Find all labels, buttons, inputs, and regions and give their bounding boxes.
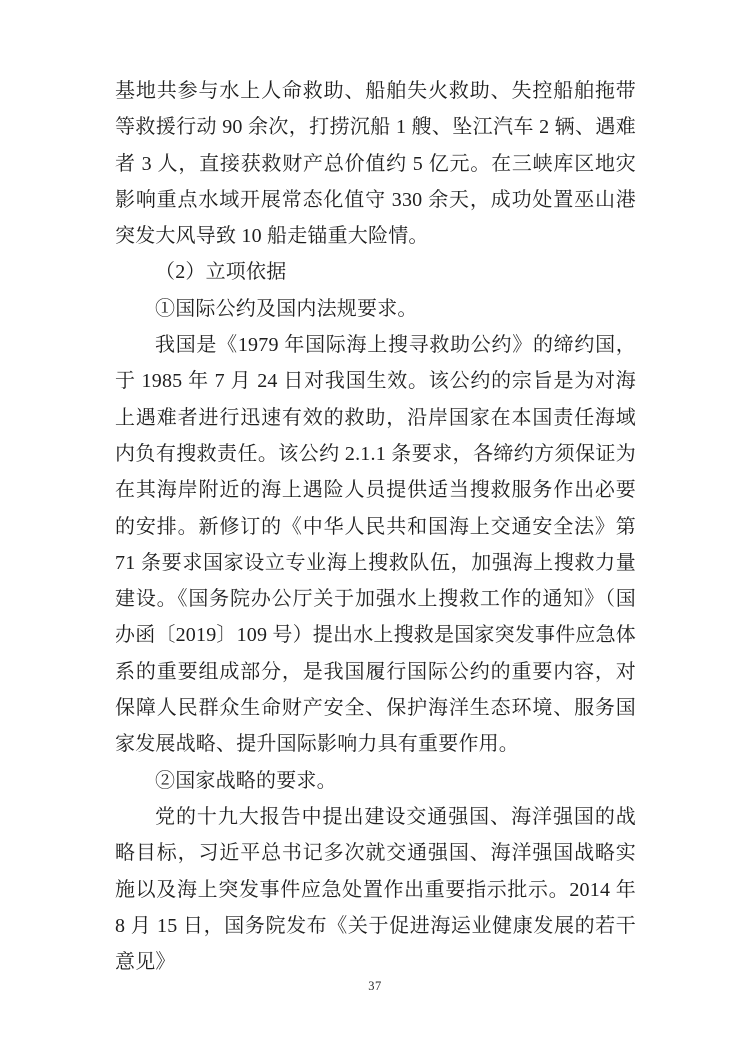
heading-national-strategy: ②国家战略的要求。	[155, 769, 337, 792]
paragraph-strategy-details: 党的十九大报告中提出建设交通强国、海洋强国的战略目标，习近平总书记多次就交通强国、海洋强国战略实施以及海上突发事件应急处置作出重要指示批示。2014 年 8 月 15 日，国务院发布《关于促进海运业健康发展的若干意见》	[115, 805, 636, 974]
paragraph-convention-details: 我国是《1979 年国际海上搜寻救助公约》的缔约国，于 1985 年 7 月 24 日对我国生效。该公约的宗旨是为对海上遇难者进行迅速有效的救助，沿岸国家在本国责任海域内负有搜救责任。该公约 2.1.1 条要求，各缔约方须保证为在其海岸附近的海上遇险人员提供适当搜救服务作出必要的安排。新修订的《中华人民共和国海上交通安全法》第 71 条要求国家设立专业海上搜救队伍，加强海上搜救力量建设。《国务院办公厅关于加强水上搜救工作的通知》（国办函〔2019〕109 号）提出水上搜救是国家突发事件应急体系的重要组成部分，是我国履行国际公约的重要内容，对保障人民群众生命财产安全、保护海洋生态环境、服务国家发展战略、提升国际影响力具有重要作用。	[115, 334, 636, 756]
heading-international-conventions: ①国际公约及国内法规要求。	[155, 297, 418, 320]
text-block	[115, 73, 636, 980]
paragraph-rescue-statistics: 基地共参与水上人命救助、船舶失火救助、失控船舶拖带等救援行动 90 余次，打捞沉船 1 艘、坠江汽车 2 辆、遇难者 3 人，直接获救财产总价值约 5 亿元。在三峡库区地灾影响重点水域开展常态化值守 330 余天，成功处置巫山港突发大风导致 10 船走锚重大险情。	[115, 80, 636, 248]
heading-project-basis: （2）立项依据	[155, 261, 287, 284]
page-number: 37	[368, 979, 382, 993]
